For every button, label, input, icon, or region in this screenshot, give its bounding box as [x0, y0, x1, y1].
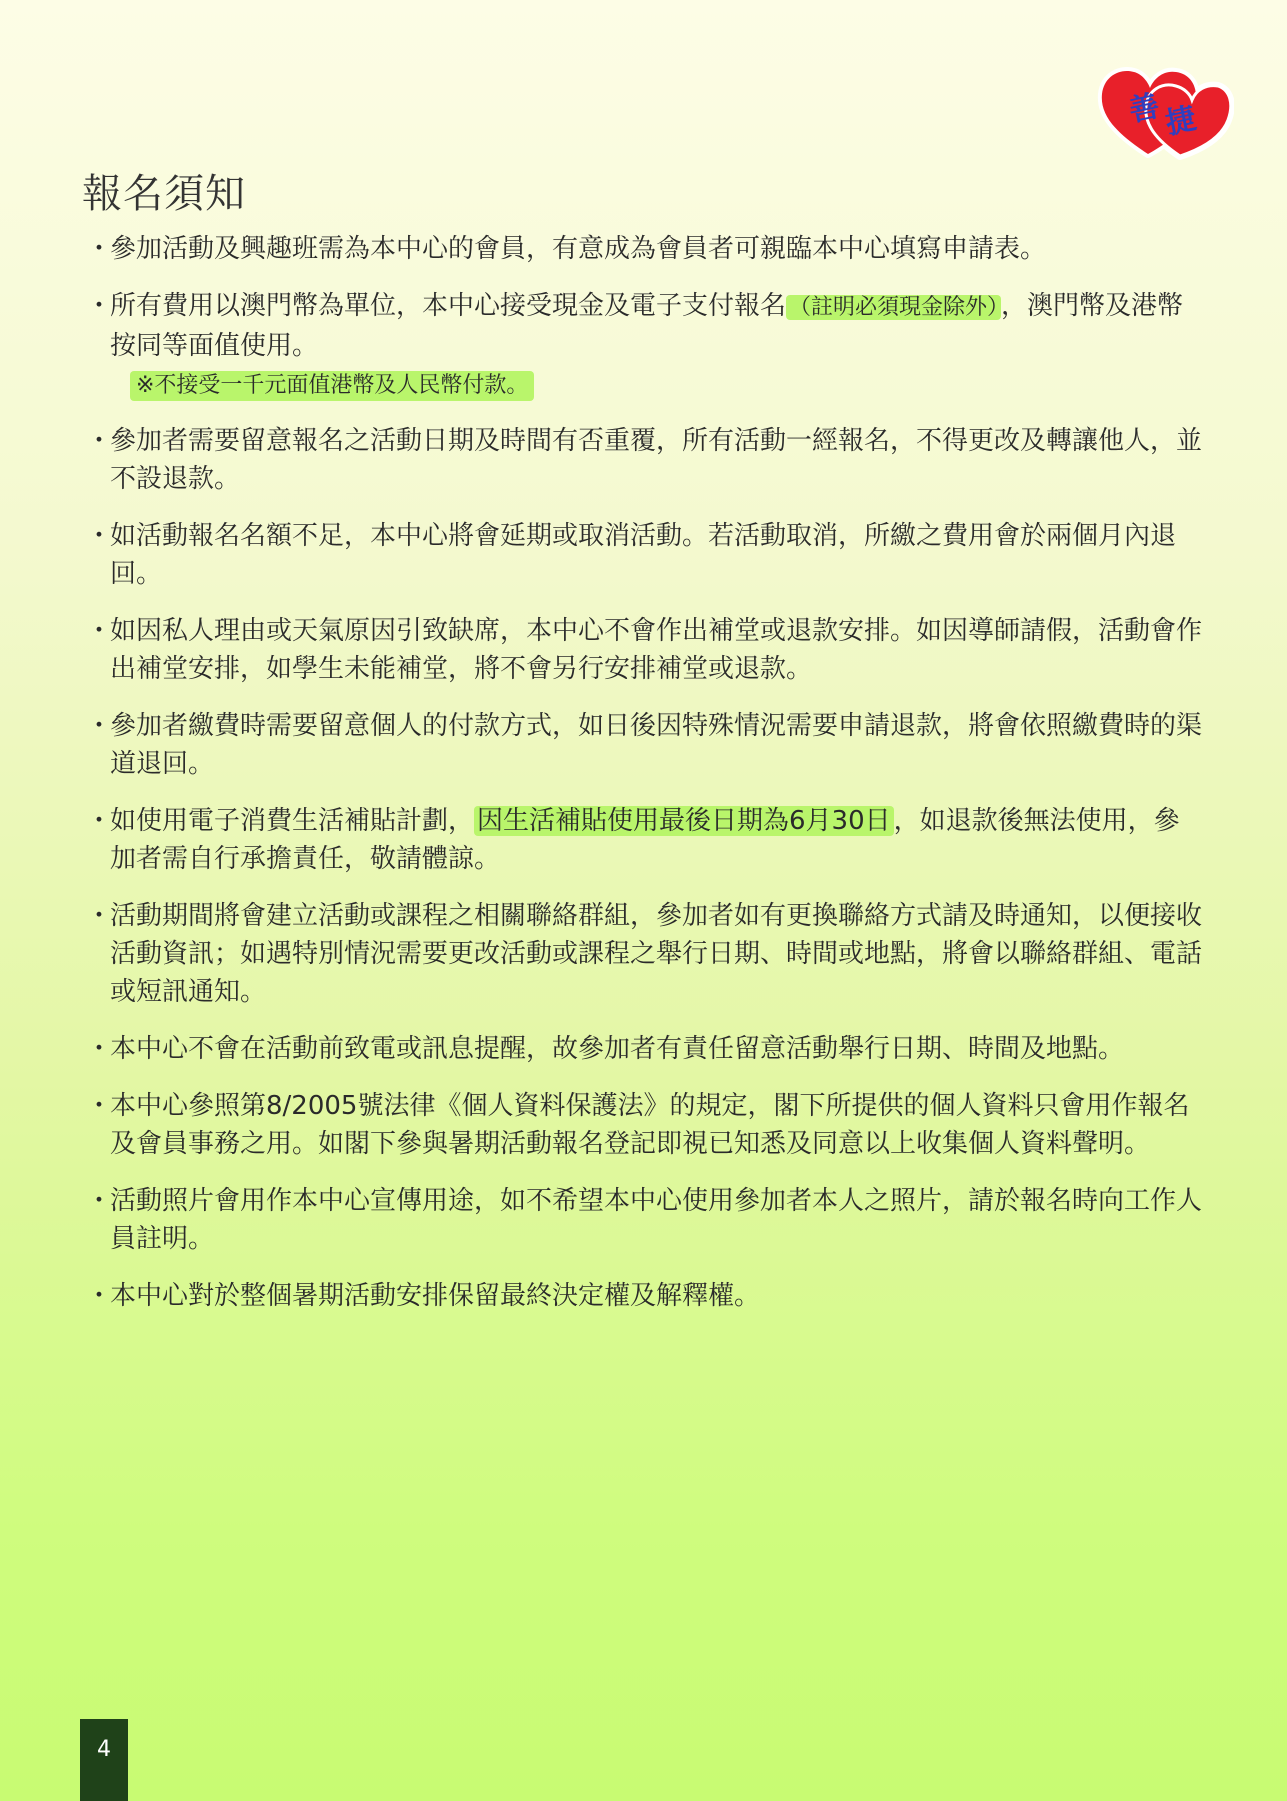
logo-hearts — [1096, 62, 1234, 162]
bullet: ・ — [86, 521, 113, 551]
note-text: 參加者繳費時需要留意個人的付款方式，如日後因特殊情況需要申請退款，將會依照繳費時的渠道退回。 — [110, 711, 1203, 779]
note-text: 參加者需要留意報名之活動日期及時間有否重覆，所有活動一經報名，不得更改及轉讓他人，並不設退款。 — [110, 426, 1203, 494]
notes-list — [84, 230, 1204, 1334]
list-item — [84, 1087, 1204, 1163]
note-text: 如活動報名名額不足，本中心將會延期或取消活動。若活動取消，所繳之費用會於兩個月內退回。 — [110, 521, 1177, 589]
note-text: 本中心參照第8/2005號法律《個人資料保護法》的規定，閣下所提供的個人資料只會用作報名及會員事務之用。如閣下參與暑期活動報名登記即視已知悉及同意以上收集個人資料聲明。 — [110, 1091, 1190, 1159]
list-item — [84, 897, 1204, 1011]
page-number: 4 — [97, 1737, 111, 1762]
logo-text-2: 捷 — [1162, 101, 1200, 142]
list-item — [84, 287, 1204, 403]
note-text: ，如退款後無法使用，參加者需自行承擔責任，敬請體諒。 — [110, 806, 1180, 874]
logo-text: 善 — [1125, 88, 1163, 130]
list-item — [84, 230, 1204, 268]
note-text: 活動照片會用作本中心宣傳用途，如不希望本中心使用參加者本人之照片，請於報名時向工作人員註明。 — [110, 1186, 1203, 1254]
bullet: ・ — [86, 806, 113, 836]
bullet: ・ — [86, 426, 113, 456]
note-text: 如因私人理由或天氣原因引致缺席，本中心不會作出補堂或退款安排。如因導師請假，活動會作出補堂安排，如學生未能補堂，將不會另行安排補堂或退款。 — [110, 616, 1203, 684]
list-item — [84, 1030, 1204, 1068]
page-title: 報名須知 — [82, 171, 246, 217]
list-item — [84, 707, 1204, 783]
bullet: ・ — [86, 1186, 113, 1216]
bullet: ・ — [86, 1281, 113, 1311]
note-text: 本中心不會在活動前致電或訊息提醒，故參加者有責任留意活動舉行日期、時間及地點。 — [110, 1034, 1125, 1064]
highlight-text: 因生活補貼使用最後日期為6月30日 — [474, 806, 894, 836]
note-text: 參加活動及興趣班需為本中心的會員，有意成為會員者可親臨本中心填寫申請表。 — [110, 234, 1047, 264]
bullet: ・ — [86, 901, 113, 931]
list-item — [84, 612, 1204, 688]
note-text: 如使用電子消費生活補貼計劃， — [110, 806, 475, 836]
sub-note: ※不接受一千元面值港幣及人民幣付款。 — [130, 371, 534, 401]
note-text: 活動期間將會建立活動或課程之相關聯絡群組，參加者如有更換聯絡方式請及時通知，以便接收活動資訊；如遇特別情況需要更改活動或課程之舉行日期、時間或地點，將會以聯絡群組、電話或短訊通知。 — [110, 901, 1203, 1007]
list-item — [84, 802, 1204, 878]
bullet: ・ — [86, 1091, 113, 1121]
list-item — [84, 517, 1204, 593]
note-text: 所有費用以澳門幣為單位，本中心接受現金及電子支付報名 — [110, 291, 787, 321]
list-item — [84, 1277, 1204, 1315]
note-text: ，澳門幣及港幣按同等面值使用。 — [110, 291, 1184, 361]
page-number-tab — [80, 1719, 128, 1801]
bullet: ・ — [86, 234, 113, 264]
bullet: ・ — [86, 291, 113, 321]
note-text: 本中心對於整個暑期活動安排保留最終決定權及解釋權。 — [110, 1281, 761, 1311]
bullet: ・ — [86, 616, 113, 646]
list-item — [84, 422, 1204, 498]
highlight-text: （註明必須現金除外） — [786, 295, 1001, 320]
bullet: ・ — [86, 711, 113, 741]
list-item — [84, 1182, 1204, 1258]
bullet: ・ — [86, 1034, 113, 1064]
